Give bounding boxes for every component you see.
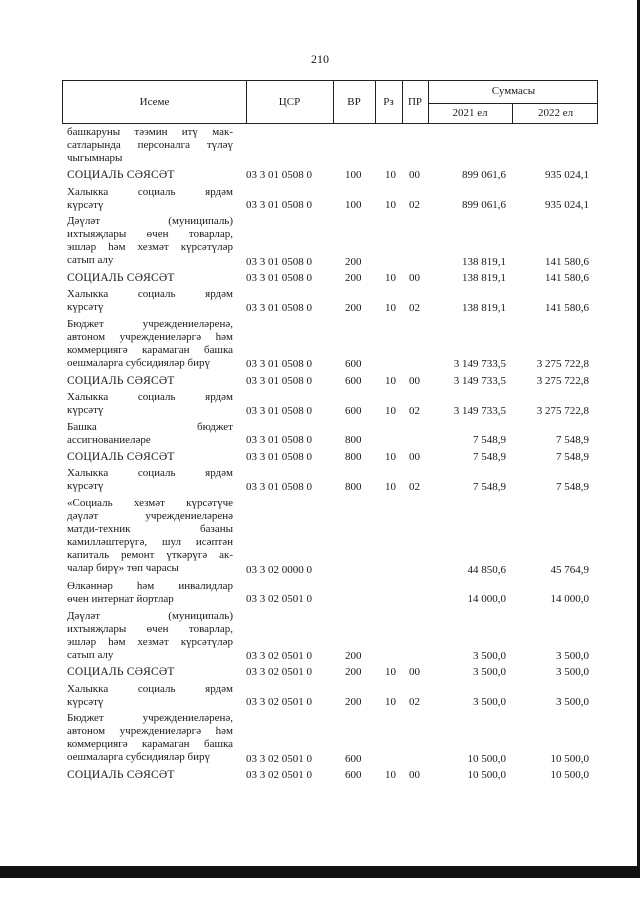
row-csr: 03 3 02 0501 0	[246, 593, 312, 606]
row-sum-2022: 3 500,0	[556, 666, 589, 679]
row-sum-2021: 3 149 733,5	[453, 404, 506, 417]
row-csr: 03 3 01 0508 0	[246, 480, 312, 493]
header-vr: ВР	[347, 96, 361, 108]
row-sum-2021: 14 000,0	[467, 593, 506, 606]
row-name	[67, 169, 233, 182]
row-name-line: ассигнованиеләре	[67, 433, 151, 446]
row-pr: 02	[409, 301, 420, 314]
row-csr: 03 3 02 0501 0	[246, 666, 312, 679]
row-name	[67, 497, 233, 575]
row-csr: 03 3 01 0508 0	[246, 169, 312, 182]
row-name	[67, 421, 233, 447]
row-name-line: сатып алу	[67, 254, 114, 267]
table-row	[0, 580, 640, 607]
row-rz: 10	[385, 450, 396, 463]
row-csr: 03 3 01 0508 0	[246, 434, 312, 447]
row-name-line: сатып алу	[67, 648, 114, 661]
row-sum-2021: 10 500,0	[467, 752, 506, 765]
row-sum-2022: 935 024,1	[545, 199, 589, 212]
row-csr: 03 3 01 0508 0	[246, 404, 312, 417]
row-sum-2021: 899 061,6	[462, 199, 506, 212]
row-vr: 200	[345, 696, 362, 709]
row-pr: 02	[409, 199, 420, 212]
table-row	[0, 186, 640, 213]
table-row	[0, 451, 640, 464]
row-vr: 200	[345, 272, 362, 285]
row-vr: 800	[345, 480, 362, 493]
row-sum-2022: 3 275 722,8	[536, 358, 589, 371]
row-name-line: күрсәтү	[67, 695, 104, 708]
row-csr: 03 3 01 0508 0	[246, 255, 312, 268]
row-sum-2022: 45 764,9	[550, 563, 589, 576]
row-name	[67, 451, 233, 464]
row-csr: 03 3 02 0501 0	[246, 752, 312, 765]
table-row	[0, 126, 640, 166]
row-name-line: күрсәтү	[67, 404, 104, 416]
row-name-line: өчен интернат йортлар	[67, 592, 174, 605]
row-rz: 10	[385, 169, 396, 182]
row-name-line: башкаруны тәэмин итү мак-	[67, 126, 233, 138]
row-vr: 200	[345, 255, 362, 268]
row-name-line: матди-техник базаны	[67, 522, 233, 535]
table-row	[0, 769, 640, 782]
row-rz: 10	[385, 666, 396, 679]
row-name-line: Дәүләт (муниципаль)	[67, 215, 233, 228]
table-row	[0, 610, 640, 663]
row-name-line: СОЦИАЛЬ СӘЯСӘТ	[67, 374, 175, 387]
row-sum-2021: 3 500,0	[473, 666, 506, 679]
row-name-line: Халыкка социаль ярдәм	[67, 467, 233, 480]
row-vr: 600	[345, 769, 362, 782]
row-name-line: эшләр һәм хезмәт күрсәтүләр	[67, 635, 233, 648]
row-pr: 00	[409, 374, 420, 387]
row-name	[67, 467, 233, 493]
row-sum-2022: 7 548,9	[556, 450, 589, 463]
table-row	[0, 712, 640, 765]
row-name	[67, 186, 233, 212]
row-vr: 200	[345, 666, 362, 679]
header-rz: Рз	[383, 96, 394, 108]
row-sum-2022: 141 580,6	[545, 301, 589, 314]
row-pr: 02	[409, 404, 420, 417]
row-vr: 100	[345, 199, 362, 212]
row-name-line: чыгымнары	[67, 152, 123, 164]
row-name	[67, 683, 233, 709]
row-name-line: күрсәтү	[67, 301, 104, 314]
row-sum-2021: 138 819,1	[462, 301, 506, 314]
scan-border	[0, 866, 640, 878]
row-name-line: оешмаларга субсидияләр бирү	[67, 357, 210, 370]
row-name-line: СОЦИАЛЬ СӘЯСӘТ	[67, 768, 175, 781]
row-rz: 10	[385, 696, 396, 709]
row-name-line: СОЦИАЛЬ СӘЯСӘТ	[67, 271, 175, 284]
table-row	[0, 288, 640, 315]
header-csr: ЦСР	[278, 96, 301, 108]
row-name	[67, 272, 233, 285]
row-name-line: күрсәтү	[67, 480, 104, 493]
row-csr: 03 3 02 0000 0	[246, 563, 312, 576]
row-sum-2022: 10 500,0	[550, 752, 589, 765]
row-name	[67, 318, 233, 370]
row-name-line: СОЦИАЛЬ СӘЯСӘТ	[67, 169, 175, 182]
row-sum-2022: 10 500,0	[550, 769, 589, 782]
row-csr: 03 3 02 0501 0	[246, 649, 312, 662]
table-row	[0, 318, 640, 371]
row-name-line: камилләштерүгә, шул исәптән	[67, 535, 233, 548]
row-csr: 03 3 02 0501 0	[246, 769, 312, 782]
row-name	[67, 712, 233, 764]
row-sum-2022: 141 580,6	[545, 272, 589, 285]
row-name	[67, 126, 233, 165]
row-sum-2021: 3 149 733,5	[453, 358, 506, 371]
table-row	[0, 375, 640, 388]
row-name	[67, 288, 233, 314]
row-name-line: Халыкка социаль ярдәм	[67, 391, 233, 403]
row-vr: 600	[345, 752, 362, 765]
row-csr: 03 3 01 0508 0	[246, 272, 312, 285]
row-sum-2021: 10 500,0	[467, 769, 506, 782]
row-sum-2021: 138 819,1	[462, 255, 506, 268]
row-vr: 200	[345, 301, 362, 314]
row-name	[67, 215, 233, 267]
row-name	[67, 580, 233, 606]
header-2021: 2021 ел	[452, 107, 488, 119]
row-name-line: автоном учреждениеләргә һәм	[67, 331, 233, 344]
row-csr: 03 3 01 0508 0	[246, 374, 312, 387]
row-pr: 02	[409, 480, 420, 493]
table-row	[0, 215, 640, 268]
row-csr: 03 3 01 0508 0	[246, 450, 312, 463]
row-name-line: дәүләт учреждениеләренә	[67, 509, 233, 522]
table-row	[0, 272, 640, 285]
row-sum-2022: 3 500,0	[556, 696, 589, 709]
row-csr: 03 3 01 0508 0	[246, 301, 312, 314]
row-name-line: автоном учреждениеләргә һәм	[67, 725, 233, 738]
row-sum-2021: 3 500,0	[473, 696, 506, 709]
row-name	[67, 375, 233, 388]
row-sum-2021: 899 061,6	[462, 169, 506, 182]
row-sum-2021: 3 149 733,5	[453, 374, 506, 387]
table-row	[0, 467, 640, 494]
row-csr: 03 3 01 0508 0	[246, 199, 312, 212]
table-row	[0, 391, 640, 418]
row-name	[67, 666, 233, 679]
row-name-line: СОЦИАЛЬ СӘЯСӘТ	[67, 666, 175, 679]
row-sum-2021: 7 548,9	[473, 450, 506, 463]
row-sum-2021: 3 500,0	[473, 649, 506, 662]
row-sum-2021: 7 548,9	[473, 480, 506, 493]
table-row	[0, 683, 640, 710]
row-name-line: Халыкка социаль ярдәм	[67, 185, 233, 198]
header-name: Исеме	[139, 96, 170, 108]
row-rz: 10	[385, 199, 396, 212]
row-name-line: «Социаль хезмәт күрсәтүче	[67, 496, 233, 509]
row-name-line: коммерциягә карамаган башка	[67, 344, 233, 357]
row-sum-2021: 138 819,1	[462, 272, 506, 285]
row-pr: 00	[409, 169, 420, 182]
row-vr: 100	[345, 169, 362, 182]
header-pr: ПР	[407, 96, 423, 108]
row-name-line: чалар бирү» төп чарасы	[67, 561, 179, 574]
table-row	[0, 169, 640, 182]
row-sum-2022: 141 580,6	[545, 255, 589, 268]
row-vr: 200	[345, 649, 362, 662]
table-header	[62, 80, 598, 124]
row-csr: 03 3 02 0501 0	[246, 696, 312, 709]
row-name-line: Башка бюджет	[67, 420, 233, 433]
row-name-line: ихтыяҗлары өчен товарлар,	[67, 228, 233, 241]
row-name-line: күрсәтү	[67, 198, 104, 211]
row-rz: 10	[385, 480, 396, 493]
row-name-line: ихтыяҗлары өчен товарлар,	[67, 622, 233, 635]
row-name	[67, 610, 233, 662]
row-rz: 10	[385, 769, 396, 782]
row-vr: 600	[345, 358, 362, 371]
row-sum-2022: 935 024,1	[545, 169, 589, 182]
row-name-line: СОЦИАЛЬ СӘЯСӘТ	[67, 450, 175, 463]
row-name	[67, 769, 233, 782]
header-sums: Суммасы	[491, 85, 536, 97]
row-rz: 10	[385, 301, 396, 314]
row-vr: 600	[345, 404, 362, 417]
row-sum-2022: 3 275 722,8	[536, 404, 589, 417]
row-pr: 00	[409, 666, 420, 679]
row-sum-2021: 7 548,9	[473, 434, 506, 447]
row-sum-2021: 44 850,6	[467, 563, 506, 576]
row-name-line: Дәүләт (муниципаль)	[67, 609, 233, 622]
row-pr: 00	[409, 450, 420, 463]
header-2022: 2022 ел	[537, 107, 574, 119]
row-name-line: Бюджет учреждениеләренә,	[67, 318, 233, 331]
row-sum-2022: 14 000,0	[550, 593, 589, 606]
row-pr: 02	[409, 696, 420, 709]
row-name-line: капиталь ремонт үткәрүгә ак-	[67, 548, 233, 561]
row-name-line: оешмаларга субсидияләр бирү	[67, 751, 210, 764]
table-row	[0, 421, 640, 448]
row-pr: 00	[409, 272, 420, 285]
row-rz: 10	[385, 404, 396, 417]
row-sum-2022: 3 500,0	[556, 649, 589, 662]
row-name-line: Халыкка социаль ярдәм	[67, 682, 233, 695]
table-row	[0, 666, 640, 679]
page-number: 210	[311, 52, 329, 66]
row-sum-2022: 7 548,9	[556, 480, 589, 493]
row-name-line: коммерциягә карамаган башка	[67, 738, 233, 751]
row-name-line: сатларында персоналга түләү	[67, 139, 233, 151]
row-csr: 03 3 01 0508 0	[246, 358, 312, 371]
row-pr: 00	[409, 769, 420, 782]
row-rz: 10	[385, 272, 396, 285]
row-name-line: эшләр һәм хезмәт күрсәтүләр	[67, 241, 233, 254]
row-vr: 600	[345, 374, 362, 387]
row-name	[67, 391, 233, 417]
row-name-line: Халыкка социаль ярдәм	[67, 288, 233, 301]
row-name-line: Бюджет учреждениеләренә,	[67, 712, 233, 725]
row-vr: 800	[345, 434, 362, 447]
table-row	[0, 497, 640, 577]
row-sum-2022: 3 275 722,8	[536, 374, 589, 387]
row-rz: 10	[385, 374, 396, 387]
row-name-line: Өлкәннәр һәм инвалидлар	[67, 579, 233, 592]
row-vr: 800	[345, 450, 362, 463]
row-sum-2022: 7 548,9	[556, 434, 589, 447]
